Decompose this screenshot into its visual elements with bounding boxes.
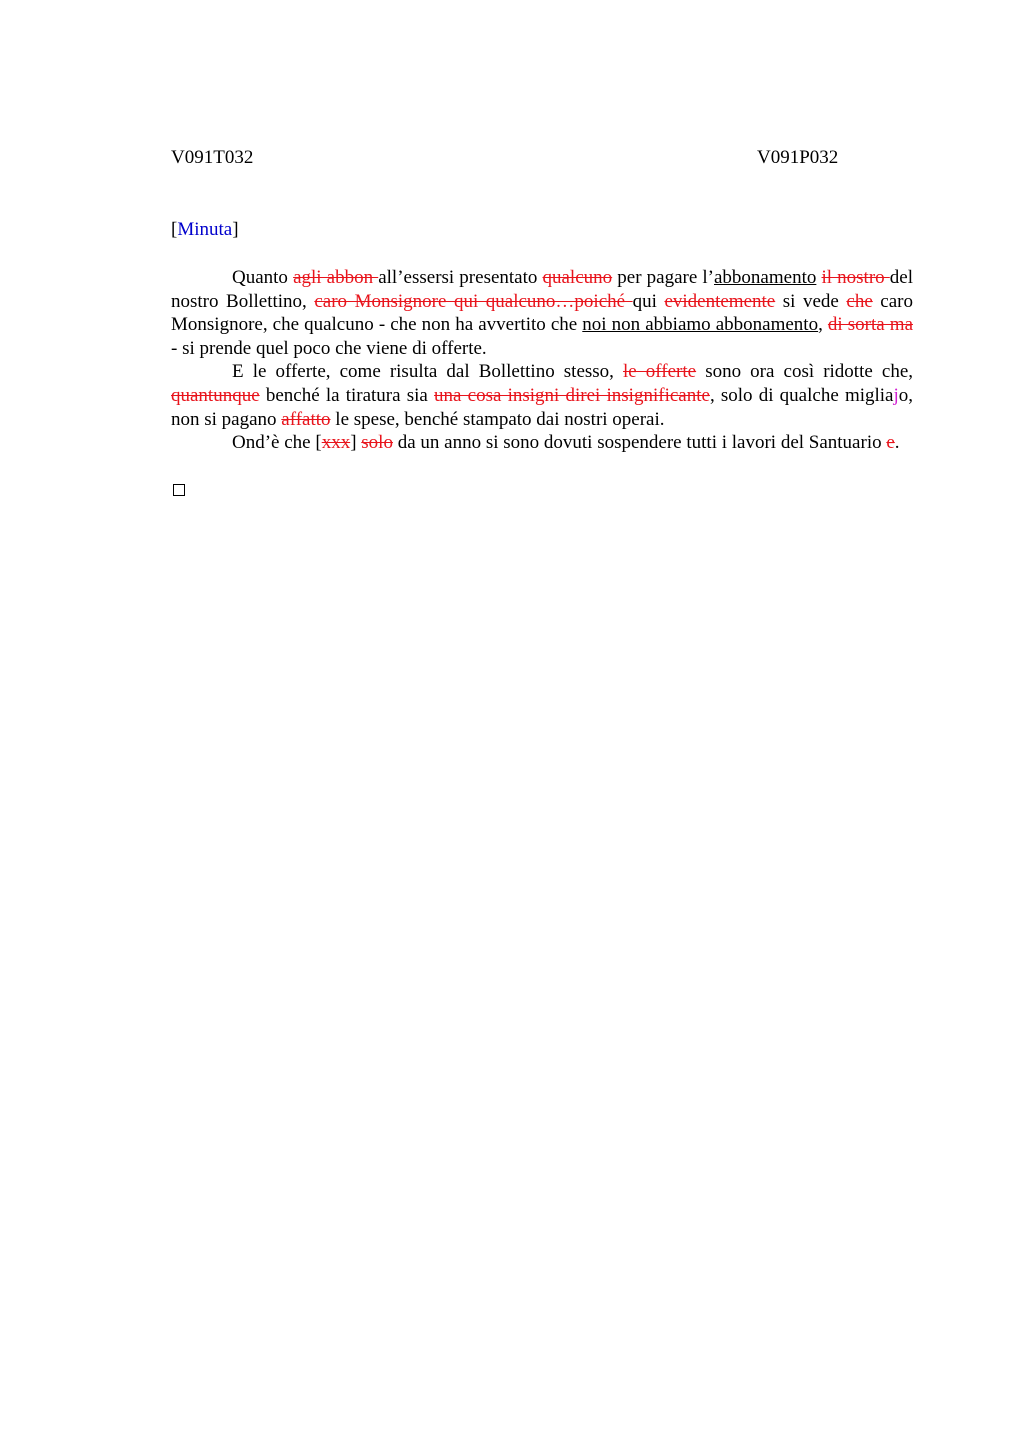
text-segment: , solo di qualche miglia bbox=[709, 384, 894, 406]
deleted-text: una cosa insigni direi insignificante bbox=[434, 384, 710, 406]
text-segment: all’essersi presentato bbox=[378, 267, 543, 288]
deleted-text: evidentemente bbox=[664, 290, 776, 312]
text-segment: ] bbox=[350, 432, 362, 454]
text-segment: per pagare l’ bbox=[612, 267, 714, 288]
tag-close-bracket: ] bbox=[232, 219, 239, 240]
paragraph bbox=[171, 360, 913, 431]
text-segment: o, non si pagano bbox=[171, 384, 914, 430]
text-segment: da un anno si sono dovuti sospendere tutti i lavori del Santuario bbox=[392, 432, 887, 454]
text-segment: del nostro Bollettino, bbox=[171, 267, 913, 312]
inserted-text: j bbox=[893, 384, 899, 406]
text-segment: . bbox=[894, 432, 900, 454]
deleted-text: qualcuno bbox=[542, 267, 613, 288]
deleted-text: quantunque bbox=[171, 384, 260, 406]
deleted-text: le offerte bbox=[623, 361, 697, 383]
paragraph bbox=[171, 266, 913, 360]
deleted-text: e bbox=[886, 432, 895, 454]
text-segment: si vede bbox=[775, 290, 847, 312]
underlined-text: noi non abbiamo abbonamento bbox=[582, 314, 819, 336]
deleted-text: solo bbox=[361, 432, 393, 454]
deleted-text: xxx bbox=[321, 432, 351, 454]
text-segment: , bbox=[818, 314, 828, 336]
transcription-body bbox=[171, 266, 913, 455]
underlined-text: abbonamento bbox=[714, 267, 817, 288]
paragraph bbox=[171, 431, 913, 455]
text-segment: Quanto bbox=[232, 267, 294, 288]
text-segment: Ond’è che [ bbox=[232, 432, 322, 454]
end-of-text-box-icon bbox=[173, 484, 185, 496]
deleted-text: agli abbon bbox=[293, 267, 379, 288]
text-segment: - si prende quel poco che viene di offerte. bbox=[171, 337, 487, 359]
document-code-right: V091P032 bbox=[757, 147, 839, 168]
text-segment: caro Monsignore, che qualcuno - che non ha avvertito che bbox=[171, 290, 914, 336]
text-segment: sono ora così ridotte che, bbox=[696, 361, 914, 383]
deleted-text: di sorta ma bbox=[827, 314, 913, 336]
document-type-tag bbox=[171, 218, 239, 242]
text-segment: E le offerte, come risulta dal Bollettino stesso, bbox=[232, 361, 624, 383]
deleted-text: il nostro bbox=[821, 267, 890, 288]
deleted-text: che bbox=[846, 290, 873, 312]
tag-open-bracket: [ bbox=[171, 219, 178, 240]
tag-label: Minuta bbox=[177, 219, 233, 240]
text-segment: le spese, benché stampato dai nostri operai. bbox=[330, 408, 665, 430]
text-segment: qui bbox=[632, 290, 665, 312]
text-segment: benché la tiratura sia bbox=[259, 384, 435, 406]
deleted-text: affatto bbox=[281, 408, 331, 430]
document-code-left: V091T032 bbox=[171, 147, 254, 168]
deleted-text: caro Monsignore qui qualcuno…poiché bbox=[314, 290, 633, 312]
